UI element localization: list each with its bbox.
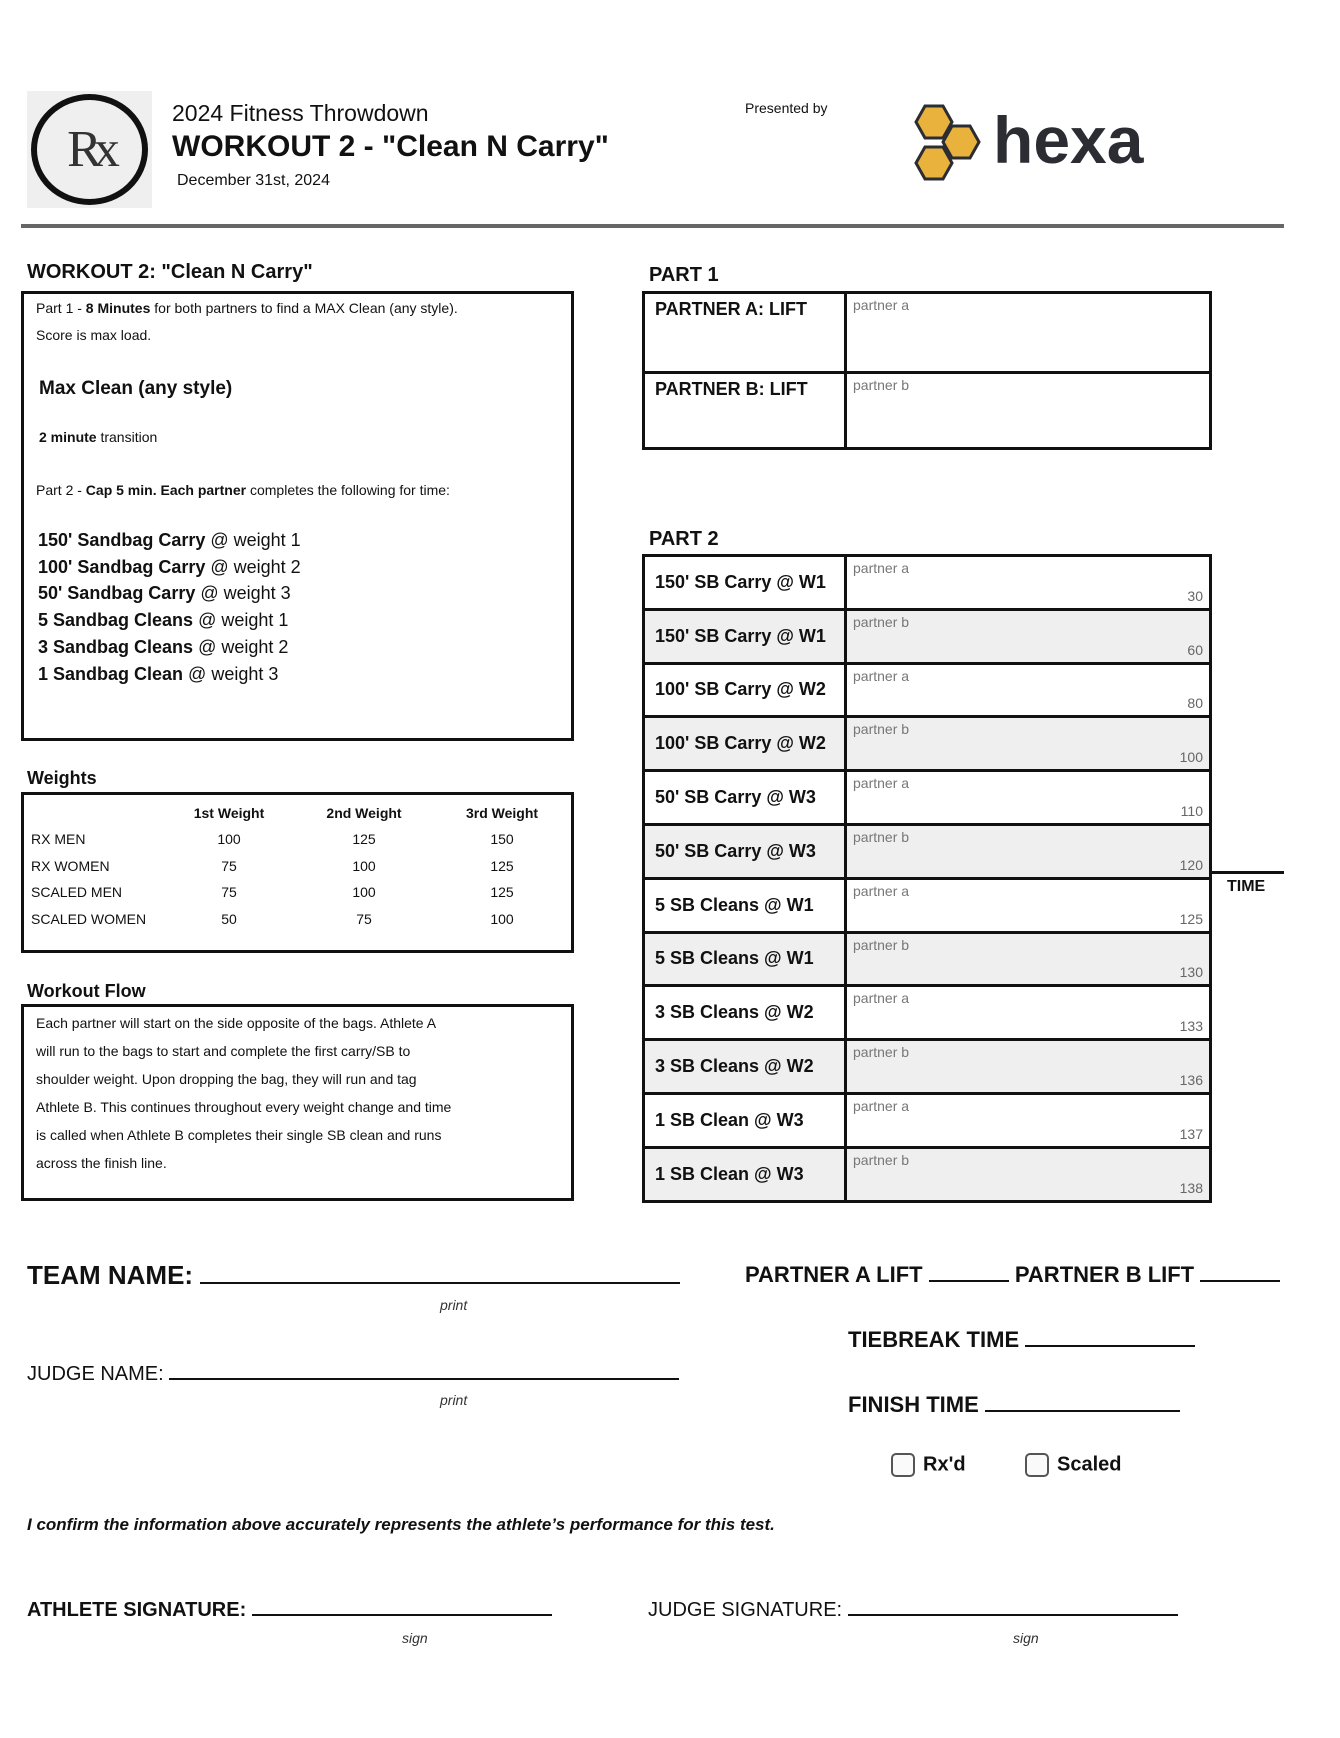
part2-input[interactable] <box>847 772 1209 823</box>
part2-input[interactable] <box>847 1149 1209 1200</box>
item-rest: @ weight 2 <box>193 636 289 657</box>
part2-row <box>645 934 1209 988</box>
input-placeholder: partner b <box>853 936 910 953</box>
page-title: WORKOUT 2 - "Clean N Carry" <box>172 130 609 163</box>
part2-row <box>645 1041 1209 1095</box>
item-rest: @ weight 1 <box>205 530 301 550</box>
part2-input[interactable] <box>847 826 1209 877</box>
part2-input[interactable] <box>847 934 1209 985</box>
svg-text:hexa: hexa <box>993 103 1144 177</box>
event-date: December 31st, 2024 <box>177 172 330 189</box>
header-divider <box>21 224 1284 228</box>
part2-input[interactable] <box>847 987 1209 1038</box>
input-placeholder: partner a <box>853 775 910 792</box>
part2-label: 50' SB Carry @ W3 <box>645 772 847 823</box>
flow-line: Each partner will start on the side opposite of the bags. Athlete A <box>36 1015 437 1031</box>
weight-row-label: SCALED WOMEN <box>31 910 147 927</box>
weight-value: 150 <box>490 831 514 847</box>
workout-heading: WORKOUT 2: "Clean N Carry" <box>27 261 313 283</box>
workout-item <box>38 557 301 578</box>
input-placeholder: partner b <box>853 1151 910 1168</box>
item-bold: 50' Sandbag Carry <box>38 583 196 604</box>
workout-item <box>38 583 291 604</box>
input-placeholder: partner b <box>853 721 910 738</box>
sign-hint: sign <box>1013 1630 1039 1646</box>
part2-input[interactable] <box>847 557 1209 608</box>
part2-label: 100' SB Carry @ W2 <box>645 718 847 769</box>
item-bold: 3 Sandbag Cleans <box>38 636 194 657</box>
part2-row <box>645 826 1209 880</box>
sign-hint: sign <box>402 1630 428 1646</box>
weight-col-header: 2nd Weight <box>326 805 402 821</box>
part2-label: 5 SB Cleans @ W1 <box>645 880 847 931</box>
part2-row <box>645 718 1209 772</box>
part2-input[interactable] <box>847 880 1209 931</box>
cumulative-count: 120 <box>1179 856 1203 873</box>
weight-row-label: SCALED MEN <box>31 884 123 900</box>
item-bold: 1 Sandbag Clean <box>38 663 184 684</box>
item-rest: @ weight 3 <box>195 583 291 604</box>
part1-row <box>645 374 1209 450</box>
weights-table <box>21 792 574 953</box>
input-placeholder: partner b <box>853 613 910 630</box>
part2-input[interactable] <box>847 1095 1209 1146</box>
part2-label: 1 SB Clean @ W3 <box>645 1149 847 1200</box>
event-name: 2024 Fitness Throwdown <box>172 100 429 126</box>
workout-item <box>38 530 301 551</box>
part2-input[interactable] <box>847 1041 1209 1092</box>
workout-flow <box>21 1004 574 1201</box>
part2-label: 100' SB Carry @ W2 <box>645 665 847 716</box>
input-placeholder: partner a <box>853 1097 910 1114</box>
weights-heading: Weights <box>27 768 97 788</box>
weight-value: 75 <box>221 884 237 900</box>
rxd-checkbox[interactable]: Rx'd <box>891 1453 966 1477</box>
item-rest: @ weight 1 <box>193 610 289 631</box>
part2-label: 150' SB Carry @ W1 <box>645 557 847 608</box>
rx-logo <box>27 91 152 208</box>
part1-table <box>642 291 1212 450</box>
partner-lift-fields[interactable]: PARTNER A LIFT PARTNER B LIFT <box>745 1262 1280 1288</box>
weight-col-header: 1st Weight <box>193 805 265 821</box>
part2-row <box>645 665 1209 719</box>
checkbox-icon[interactable] <box>1025 1453 1049 1477</box>
workout-description <box>21 291 574 741</box>
part2-row <box>645 611 1209 665</box>
part1-label: PARTNER B: LIFT <box>645 374 847 447</box>
finish-time-field[interactable]: FINISH TIME <box>848 1392 1180 1418</box>
part1-input[interactable] <box>847 374 1209 447</box>
item-bold: 150' Sandbag Carry <box>38 530 206 550</box>
part2-heading: PART 2 <box>649 528 719 550</box>
input-placeholder: partner b <box>853 377 910 393</box>
part2-row <box>645 880 1209 934</box>
workout-item <box>38 610 288 631</box>
item-rest: @ weight 3 <box>183 663 279 684</box>
weight-value: 100 <box>490 910 514 927</box>
cumulative-count: 80 <box>1187 695 1203 712</box>
part2-input[interactable] <box>847 718 1209 769</box>
time-label: TIME <box>1227 878 1266 895</box>
item-bold: 5 Sandbag Cleans <box>38 610 194 631</box>
input-placeholder: partner b <box>853 828 910 845</box>
cumulative-count: 125 <box>1179 910 1203 927</box>
flow-line: Athlete B. This continues throughout every weight change and time <box>36 1099 452 1115</box>
scaled-checkbox[interactable]: Scaled <box>1025 1453 1121 1477</box>
item-rest: @ weight 2 <box>205 556 301 577</box>
logo-text: Rx <box>67 121 112 178</box>
cumulative-count: 136 <box>1179 1071 1203 1088</box>
flow-line: is called when Athlete B completes their single SB clean and runs <box>36 1127 442 1143</box>
weight-value: 75 <box>356 910 372 927</box>
confirmation-text: I confirm the information above accurately represents the athlete’s performance for this test. <box>27 1515 775 1534</box>
part2-row <box>645 557 1209 611</box>
part2-input[interactable] <box>847 611 1209 662</box>
part2-label: 150' SB Carry @ W1 <box>645 611 847 662</box>
input-placeholder: partner a <box>853 667 910 684</box>
part2-row <box>645 772 1209 826</box>
input-placeholder: partner b <box>853 1044 910 1061</box>
flow-line: across the finish line. <box>36 1155 167 1171</box>
weight-col-header: 3rd Weight <box>465 805 539 821</box>
part1-row <box>645 294 1209 374</box>
print-hint: print <box>440 1392 468 1408</box>
time-divider <box>1212 871 1284 874</box>
part2-text: Part 2 - Cap 5 min. Each partner completes the following for time: <box>36 482 450 498</box>
part2-row <box>645 987 1209 1041</box>
input-placeholder: partner a <box>853 560 910 576</box>
flow-line: will run to the bags to start and complete the first carry/SB to <box>36 1043 411 1059</box>
item-bold: 100' Sandbag Carry <box>38 556 206 577</box>
cumulative-count: 130 <box>1179 964 1203 981</box>
cumulative-count: 100 <box>1179 749 1203 766</box>
weight-value: 125 <box>490 884 514 900</box>
weight-row-label: RX MEN <box>31 831 86 847</box>
input-placeholder: partner a <box>853 882 910 899</box>
checkbox-icon[interactable] <box>891 1453 915 1477</box>
weight-value: 50 <box>221 910 237 927</box>
judge-signature-field[interactable]: JUDGE SIGNATURE: <box>648 1596 1178 1622</box>
part1-input[interactable] <box>847 294 1209 371</box>
max-clean: Max Clean (any style) <box>39 378 233 399</box>
flow-line: shoulder weight. Upon dropping the bag, they will run and tag <box>36 1071 417 1087</box>
team-name-field[interactable]: TEAM NAME: <box>27 1260 680 1291</box>
part2-label: 3 SB Cleans @ W2 <box>645 987 847 1038</box>
score-text: Score is max load. <box>36 327 152 343</box>
workout-item <box>38 637 288 658</box>
part1-heading: PART 1 <box>649 264 719 286</box>
cumulative-count: 137 <box>1179 1125 1203 1142</box>
weight-value: 75 <box>221 857 237 874</box>
flow-heading: Workout Flow <box>27 981 146 1001</box>
part2-label: 3 SB Cleans @ W2 <box>645 1041 847 1092</box>
hexa-logo <box>905 103 1145 185</box>
cumulative-count: 30 <box>1187 587 1203 604</box>
cumulative-count: 138 <box>1179 1179 1203 1196</box>
presented-by: Presented by <box>745 100 828 116</box>
weight-row-label: RX WOMEN <box>31 857 110 874</box>
cumulative-count: 133 <box>1179 1018 1203 1035</box>
part2-row <box>645 1095 1209 1149</box>
tiebreak-time-field[interactable]: TIEBREAK TIME <box>848 1327 1195 1353</box>
weight-value: 100 <box>352 884 376 900</box>
weight-value: 100 <box>217 831 241 847</box>
part2-table <box>642 554 1212 1203</box>
workout-item <box>38 664 278 685</box>
cumulative-count: 60 <box>1187 641 1203 658</box>
part2-label: 50' SB Carry @ W3 <box>645 826 847 877</box>
weight-value: 125 <box>352 831 376 847</box>
judge-name-field[interactable]: JUDGE NAME: <box>27 1360 679 1386</box>
input-placeholder: partner a <box>853 297 910 313</box>
athlete-signature-field[interactable]: ATHLETE SIGNATURE: <box>27 1596 552 1622</box>
part2-input[interactable] <box>847 665 1209 716</box>
part1-text: Part 1 - 8 Minutes for both partners to find a MAX Clean (any style). <box>36 300 458 316</box>
part1-label: PARTNER A: LIFT <box>645 294 847 371</box>
print-hint: print <box>440 1297 468 1313</box>
transition-text: 2 minute transition <box>39 429 158 445</box>
cumulative-count: 110 <box>1180 802 1203 819</box>
weight-value: 100 <box>352 857 376 874</box>
part2-label: 1 SB Clean @ W3 <box>645 1095 847 1146</box>
input-placeholder: partner a <box>853 990 910 1007</box>
part2-row <box>645 1149 1209 1203</box>
part2-label: 5 SB Cleans @ W1 <box>645 934 847 985</box>
weight-value: 125 <box>490 857 514 874</box>
